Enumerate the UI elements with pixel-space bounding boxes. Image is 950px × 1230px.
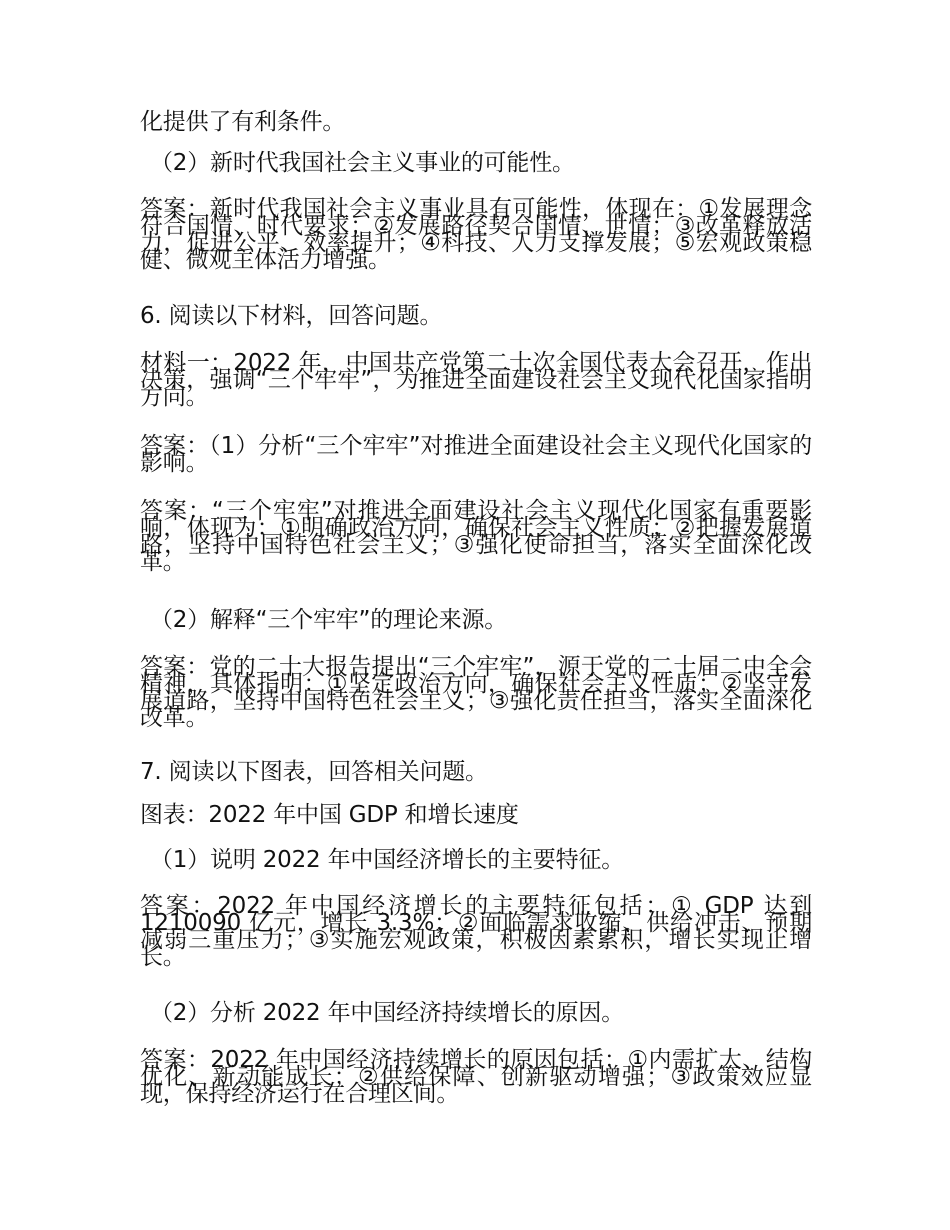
answer-6-1-paragraph: 答案：“三个牢牢”对推进全面建设社会主义现代化国家有重要影响，体现为：①明确政治方向，确保社会主义性质；②把握发展道路，坚持中国特色社会主义；③强化使命担当，落实全面深化改革。 <box>140 498 812 575</box>
question-6-1-paragraph: 答案：（1）分析“三个牢牢”对推进全面建设社会主义现代化国家的影响。 <box>140 433 812 476</box>
question-7-heading: 7. 阅读以下图表，回答相关问题。 <box>140 759 488 785</box>
question-7-2-heading: （2）分析 2022 年中国经济持续增长的原因。 <box>150 1000 624 1026</box>
answer-7-1-paragraph: 答案：2022 年中国经济增长的主要特征包括：① GDP 达到 1210090 亿元，增长 3.3%；②面临需求收缩、供给冲击、预期减弱三重压力；③实施宏观政策，积极因素累积，增长实现止增长。 <box>140 893 812 970</box>
answer-7-2-paragraph: 答案：2022 年中国经济持续增长的原因包括：①内需扩大、结构优化、新动能成长；②供给保障、创新驱动增强；③政策效应显现，保持经济运行在合理区间。 <box>140 1047 812 1107</box>
answer-6-2-paragraph: 答案：党的二十大报告提出“三个牢牢”，源于党的二十届二中全会精神，具体指明：①坚定政治方向，确保社会主义性质；②坚守发展道路，坚持中国特色社会主义；③强化责任担当，落实全面深化改革。 <box>140 654 812 731</box>
material-1-paragraph: 材料一：2022 年，中国共产党第二十次全国代表大会召开，作出决策，强调“三个牢牢”，为推进全面建设社会主义现代化国家指明方向。 <box>140 350 812 410</box>
question-6-2-heading: （2）解释“三个牢牢”的理论来源。 <box>150 607 508 633</box>
chart-caption: 图表：2022 年中国 GDP 和增长速度 <box>140 802 519 828</box>
question-2-heading: （2）新时代我国社会主义事业的可能性。 <box>150 150 575 176</box>
question-7-1-heading: （1）说明 2022 年中国经济增长的主要特征。 <box>150 847 624 873</box>
paragraph-continuation: 化提供了有利条件。 <box>140 109 346 135</box>
question-6-heading: 6. 阅读以下材料，回答问题。 <box>140 303 443 329</box>
answer-2-paragraph: 答案：新时代我国社会主义事业具有可能性，体现在：①发展理念符合国情、时代要求；②发展路径契合国情、世情；③改革释放活力，促进公平、效率提升；④科技、人力支撑发展；⑤宏观政策稳健、微观主体活力增强。 <box>140 196 812 273</box>
